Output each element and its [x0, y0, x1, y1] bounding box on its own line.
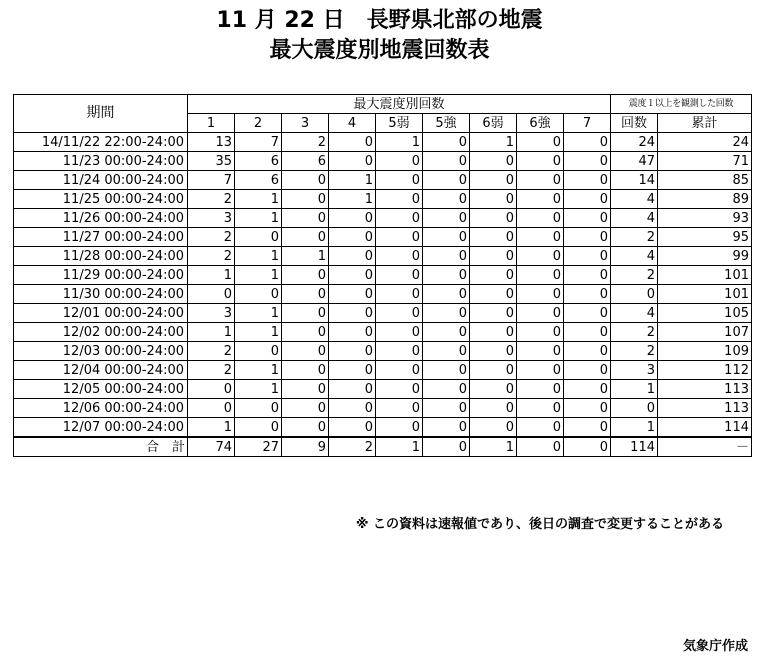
header-row-1	[14, 95, 752, 114]
intensity-count-cell: 0	[423, 304, 470, 323]
count-cell: 1	[611, 418, 658, 438]
cumulative-cell: 114	[658, 418, 752, 438]
intensity-count-cell: 0	[423, 285, 470, 304]
table-row	[14, 304, 752, 323]
intensity-count-cell: 0	[517, 323, 564, 342]
table-row	[14, 209, 752, 228]
intensity-count-cell: 0	[470, 399, 517, 418]
intensity-count-cell: 0	[423, 266, 470, 285]
table-row	[14, 190, 752, 209]
intensity-count-cell: 2	[188, 228, 235, 247]
intensity-count-cell: 0	[517, 266, 564, 285]
intensity-header: 5弱	[376, 114, 423, 133]
total-intensity-cell: 2	[329, 437, 376, 457]
intensity-count-cell: 0	[282, 209, 329, 228]
intensity-count-cell: 0	[282, 285, 329, 304]
intensity-count-cell: 1	[235, 209, 282, 228]
period-cell: 12/02 00:00-24:00	[14, 323, 188, 342]
intensity-count-cell: 1	[188, 266, 235, 285]
total-row	[14, 437, 752, 457]
intensity-count-cell: 2	[188, 247, 235, 266]
intensity-count-cell: 1	[235, 323, 282, 342]
intensity-count-cell: 0	[329, 133, 376, 152]
count-cell: 14	[611, 171, 658, 190]
intensity-count-cell: 0	[470, 171, 517, 190]
intensity-count-cell: 0	[423, 171, 470, 190]
intensity-count-cell: 0	[423, 380, 470, 399]
intensity-count-cell: 0	[282, 266, 329, 285]
count-cell: 0	[611, 285, 658, 304]
intensity-count-cell: 0	[517, 247, 564, 266]
intensity-count-cell: 0	[517, 133, 564, 152]
intensity-count-cell: 0	[517, 304, 564, 323]
period-cell: 11/27 00:00-24:00	[14, 228, 188, 247]
intensity-count-cell: 0	[470, 152, 517, 171]
period-cell: 12/06 00:00-24:00	[14, 399, 188, 418]
intensity-count-cell: 0	[282, 380, 329, 399]
intensity-count-cell: 0	[564, 342, 611, 361]
intensity-count-cell: 35	[188, 152, 235, 171]
intensity-count-cell: 0	[423, 361, 470, 380]
intensity-count-cell: 0	[376, 285, 423, 304]
earthquake-count-table	[13, 94, 752, 457]
intensity-count-cell: 1	[329, 190, 376, 209]
intensity-count-cell: 0	[329, 228, 376, 247]
period-cell: 11/28 00:00-24:00	[14, 247, 188, 266]
table-body	[14, 133, 752, 457]
intensity-count-cell: 1	[235, 247, 282, 266]
intensity-count-cell: 0	[564, 190, 611, 209]
cumulative-cell: 99	[658, 247, 752, 266]
intensity-count-cell: 1	[235, 304, 282, 323]
intensity-count-cell: 0	[470, 247, 517, 266]
intensity-count-cell: 0	[376, 152, 423, 171]
cumulative-cell: 85	[658, 171, 752, 190]
period-cell: 12/05 00:00-24:00	[14, 380, 188, 399]
intensity-count-cell: 0	[423, 323, 470, 342]
intensity-header: 7	[564, 114, 611, 133]
intensity-count-cell: 0	[329, 323, 376, 342]
cumulative-cell: 113	[658, 380, 752, 399]
table-row	[14, 361, 752, 380]
intensity-count-cell: 0	[564, 361, 611, 380]
table-row	[14, 247, 752, 266]
count-cell: 2	[611, 342, 658, 361]
intensity-count-cell: 0	[423, 152, 470, 171]
total-intensity-cell: 0	[564, 437, 611, 457]
intensity-count-cell: 0	[470, 304, 517, 323]
count-header: 回数	[611, 114, 658, 133]
intensity-count-cell: 1	[282, 247, 329, 266]
cumulative-cell: 93	[658, 209, 752, 228]
intensity-count-cell: 0	[517, 399, 564, 418]
intensity-count-cell: 0	[282, 361, 329, 380]
intensity-count-cell: 0	[376, 247, 423, 266]
intensity-count-cell: 0	[376, 266, 423, 285]
intensity-count-cell: 0	[564, 228, 611, 247]
intensity-count-cell: 0	[470, 418, 517, 438]
intensity-count-cell: 0	[423, 190, 470, 209]
intensity-count-cell: 3	[188, 304, 235, 323]
cumulative-cell: 89	[658, 190, 752, 209]
table-row	[14, 399, 752, 418]
intensity-header: 5強	[423, 114, 470, 133]
intensity-count-cell: 0	[188, 399, 235, 418]
cumulative-cell: 112	[658, 361, 752, 380]
cumulative-cell: 113	[658, 399, 752, 418]
total-intensity-cell: 9	[282, 437, 329, 457]
intensity-count-cell: 2	[188, 342, 235, 361]
intensity-count-cell: 0	[376, 171, 423, 190]
intensity-count-cell: 0	[376, 361, 423, 380]
intensity-count-cell: 0	[235, 285, 282, 304]
intensity-count-cell: 0	[376, 399, 423, 418]
intensity-count-cell: 0	[423, 342, 470, 361]
count-cell: 0	[611, 399, 658, 418]
intensity-count-cell: 0	[564, 247, 611, 266]
intensity-count-cell: 0	[423, 247, 470, 266]
intensity-count-cell: 6	[235, 171, 282, 190]
intensity-count-cell: 3	[188, 209, 235, 228]
intensity-count-cell: 0	[470, 228, 517, 247]
intensity-count-cell: 0	[329, 418, 376, 438]
total-intensity-cell: 0	[517, 437, 564, 457]
table-row	[14, 171, 752, 190]
intensity-count-cell: 0	[517, 285, 564, 304]
total-intensity-cell: 1	[376, 437, 423, 457]
count-cell: 4	[611, 190, 658, 209]
intensity-header: 2	[235, 114, 282, 133]
intensity-count-cell: 0	[282, 418, 329, 438]
intensity-count-cell: 0	[517, 171, 564, 190]
intensity-count-cell: 0	[517, 228, 564, 247]
intensity-count-cell: 0	[282, 399, 329, 418]
count-cell: 47	[611, 152, 658, 171]
page-title-line1: 11 月 22 日 長野県北部の地震	[216, 8, 543, 33]
intensity-count-cell: 0	[329, 399, 376, 418]
total-count-cell: 114	[611, 437, 658, 457]
intensity-header: 6弱	[470, 114, 517, 133]
intensity-count-cell: 0	[470, 380, 517, 399]
total-intensity-cell: 1	[470, 437, 517, 457]
period-cell: 14/11/22 22:00-24:00	[14, 133, 188, 152]
intensity-count-cell: 2	[188, 190, 235, 209]
intensity-count-cell: 0	[188, 380, 235, 399]
intensity-count-cell: 0	[376, 323, 423, 342]
intensity-count-cell: 0	[470, 209, 517, 228]
intensity-count-cell: 1	[376, 133, 423, 152]
intensity-count-cell: 0	[282, 228, 329, 247]
period-cell: 12/01 00:00-24:00	[14, 304, 188, 323]
period-cell: 12/07 00:00-24:00	[14, 418, 188, 438]
intensity-count-cell: 0	[470, 266, 517, 285]
intensity-count-cell: 1	[188, 418, 235, 438]
intensity-count-cell: 2	[282, 133, 329, 152]
intensity-count-cell: 1	[235, 266, 282, 285]
intensity-count-cell: 0	[376, 228, 423, 247]
count-cell: 3	[611, 361, 658, 380]
cumulative-cell: 109	[658, 342, 752, 361]
intensity-count-cell: 0	[564, 171, 611, 190]
count-cell: 2	[611, 266, 658, 285]
total-intensity-cell: 74	[188, 437, 235, 457]
intensity-count-cell: 0	[329, 361, 376, 380]
intensity-count-cell: 7	[235, 133, 282, 152]
intensity-count-cell: 0	[423, 399, 470, 418]
intensity-count-cell: 0	[235, 228, 282, 247]
intensity-count-cell: 1	[470, 133, 517, 152]
intensity-count-cell: 0	[376, 190, 423, 209]
cumulative-cell: 107	[658, 323, 752, 342]
table-row	[14, 323, 752, 342]
intensity-count-cell: 0	[329, 342, 376, 361]
total-label: 合 計	[14, 437, 188, 457]
table-row	[14, 418, 752, 438]
intensity-count-cell: 0	[470, 190, 517, 209]
count-cell: 4	[611, 304, 658, 323]
intensity-count-cell: 0	[564, 418, 611, 438]
intensity-count-cell: 0	[376, 209, 423, 228]
intensity-count-cell: 0	[235, 342, 282, 361]
total-intensity-cell: 27	[235, 437, 282, 457]
period-cell: 12/04 00:00-24:00	[14, 361, 188, 380]
total-cumulative-cell: －	[658, 437, 752, 457]
intensity-count-cell: 2	[188, 361, 235, 380]
intensity-count-cell: 0	[423, 418, 470, 438]
intensity-count-cell: 0	[329, 304, 376, 323]
intensity-count-cell: 0	[376, 418, 423, 438]
period-cell: 11/25 00:00-24:00	[14, 190, 188, 209]
table-row	[14, 266, 752, 285]
intensity-count-cell: 0	[376, 342, 423, 361]
cumulative-cell: 24	[658, 133, 752, 152]
intensity-header: 3	[282, 114, 329, 133]
observed-count-header: 震度１以上を観測した回数	[611, 95, 752, 114]
credit: 気象庁作成	[682, 639, 748, 654]
period-cell: 11/29 00:00-24:00	[14, 266, 188, 285]
intensity-count-cell: 1	[188, 323, 235, 342]
intensity-count-cell: 0	[564, 304, 611, 323]
intensity-header: 1	[188, 114, 235, 133]
intensity-count-cell: 0	[564, 380, 611, 399]
period-cell: 11/23 00:00-24:00	[14, 152, 188, 171]
intensity-count-cell: 6	[282, 152, 329, 171]
period-cell: 11/24 00:00-24:00	[14, 171, 188, 190]
intensity-count-cell: 0	[564, 323, 611, 342]
intensity-count-cell: 0	[517, 190, 564, 209]
intensity-count-cell: 0	[282, 171, 329, 190]
intensity-count-cell: 0	[329, 247, 376, 266]
cumulative-header: 累計	[658, 114, 752, 133]
intensity-count-cell: 0	[376, 380, 423, 399]
intensity-count-cell: 0	[517, 209, 564, 228]
cumulative-cell: 101	[658, 285, 752, 304]
intensity-count-cell: 0	[564, 209, 611, 228]
intensity-count-cell: 0	[564, 266, 611, 285]
count-cell: 2	[611, 228, 658, 247]
intensity-count-cell: 0	[564, 285, 611, 304]
intensity-header: 4	[329, 114, 376, 133]
table-row	[14, 133, 752, 152]
period-cell: 12/03 00:00-24:00	[14, 342, 188, 361]
intensity-count-cell: 0	[470, 361, 517, 380]
intensity-count-cell: 1	[235, 380, 282, 399]
intensity-count-cell: 0	[423, 209, 470, 228]
intensity-count-cell: 0	[470, 285, 517, 304]
period-header: 期間	[14, 95, 188, 133]
intensity-count-cell: 0	[329, 152, 376, 171]
intensity-count-cell: 0	[517, 380, 564, 399]
intensity-count-cell: 0	[329, 266, 376, 285]
disclaimer-note: ※ この資料は速報値であり、後日の調査で変更することがある	[355, 517, 724, 532]
intensity-header: 6強	[517, 114, 564, 133]
intensity-count-cell: 0	[329, 285, 376, 304]
intensity-count-cell: 0	[470, 323, 517, 342]
intensity-count-cell: 0	[470, 342, 517, 361]
intensity-count-cell: 0	[517, 361, 564, 380]
page-title-line2: 最大震度別地震回数表	[269, 38, 490, 63]
intensity-count-cell: 1	[235, 361, 282, 380]
intensity-count-cell: 6	[235, 152, 282, 171]
intensity-count-cell: 0	[564, 133, 611, 152]
cumulative-cell: 71	[658, 152, 752, 171]
table-row	[14, 285, 752, 304]
intensity-count-cell: 0	[423, 133, 470, 152]
count-cell: 2	[611, 323, 658, 342]
intensity-count-cell: 0	[423, 228, 470, 247]
intensity-count-cell: 0	[235, 418, 282, 438]
intensity-count-cell: 7	[188, 171, 235, 190]
intensity-count-cell: 0	[282, 323, 329, 342]
intensity-count-cell: 0	[282, 304, 329, 323]
intensity-count-cell: 0	[329, 380, 376, 399]
table-row	[14, 342, 752, 361]
intensity-count-cell: 0	[564, 152, 611, 171]
count-cell: 24	[611, 133, 658, 152]
intensity-group-header: 最大震度別回数	[188, 95, 611, 114]
intensity-count-cell: 0	[517, 418, 564, 438]
intensity-count-cell: 0	[517, 152, 564, 171]
count-cell: 4	[611, 247, 658, 266]
intensity-count-cell: 0	[329, 209, 376, 228]
intensity-count-cell: 0	[282, 342, 329, 361]
table-row	[14, 228, 752, 247]
intensity-count-cell: 0	[517, 342, 564, 361]
intensity-count-cell: 1	[235, 190, 282, 209]
intensity-count-cell: 0	[235, 399, 282, 418]
cumulative-cell: 95	[658, 228, 752, 247]
intensity-count-cell: 13	[188, 133, 235, 152]
cumulative-cell: 101	[658, 266, 752, 285]
intensity-count-cell: 0	[188, 285, 235, 304]
count-cell: 4	[611, 209, 658, 228]
total-intensity-cell: 0	[423, 437, 470, 457]
cumulative-cell: 105	[658, 304, 752, 323]
table-row	[14, 380, 752, 399]
period-cell: 11/26 00:00-24:00	[14, 209, 188, 228]
table-row	[14, 152, 752, 171]
period-cell: 11/30 00:00-24:00	[14, 285, 188, 304]
count-cell: 1	[611, 380, 658, 399]
intensity-count-cell: 0	[564, 399, 611, 418]
intensity-count-cell: 0	[376, 304, 423, 323]
intensity-count-cell: 1	[329, 171, 376, 190]
intensity-count-cell: 0	[282, 190, 329, 209]
